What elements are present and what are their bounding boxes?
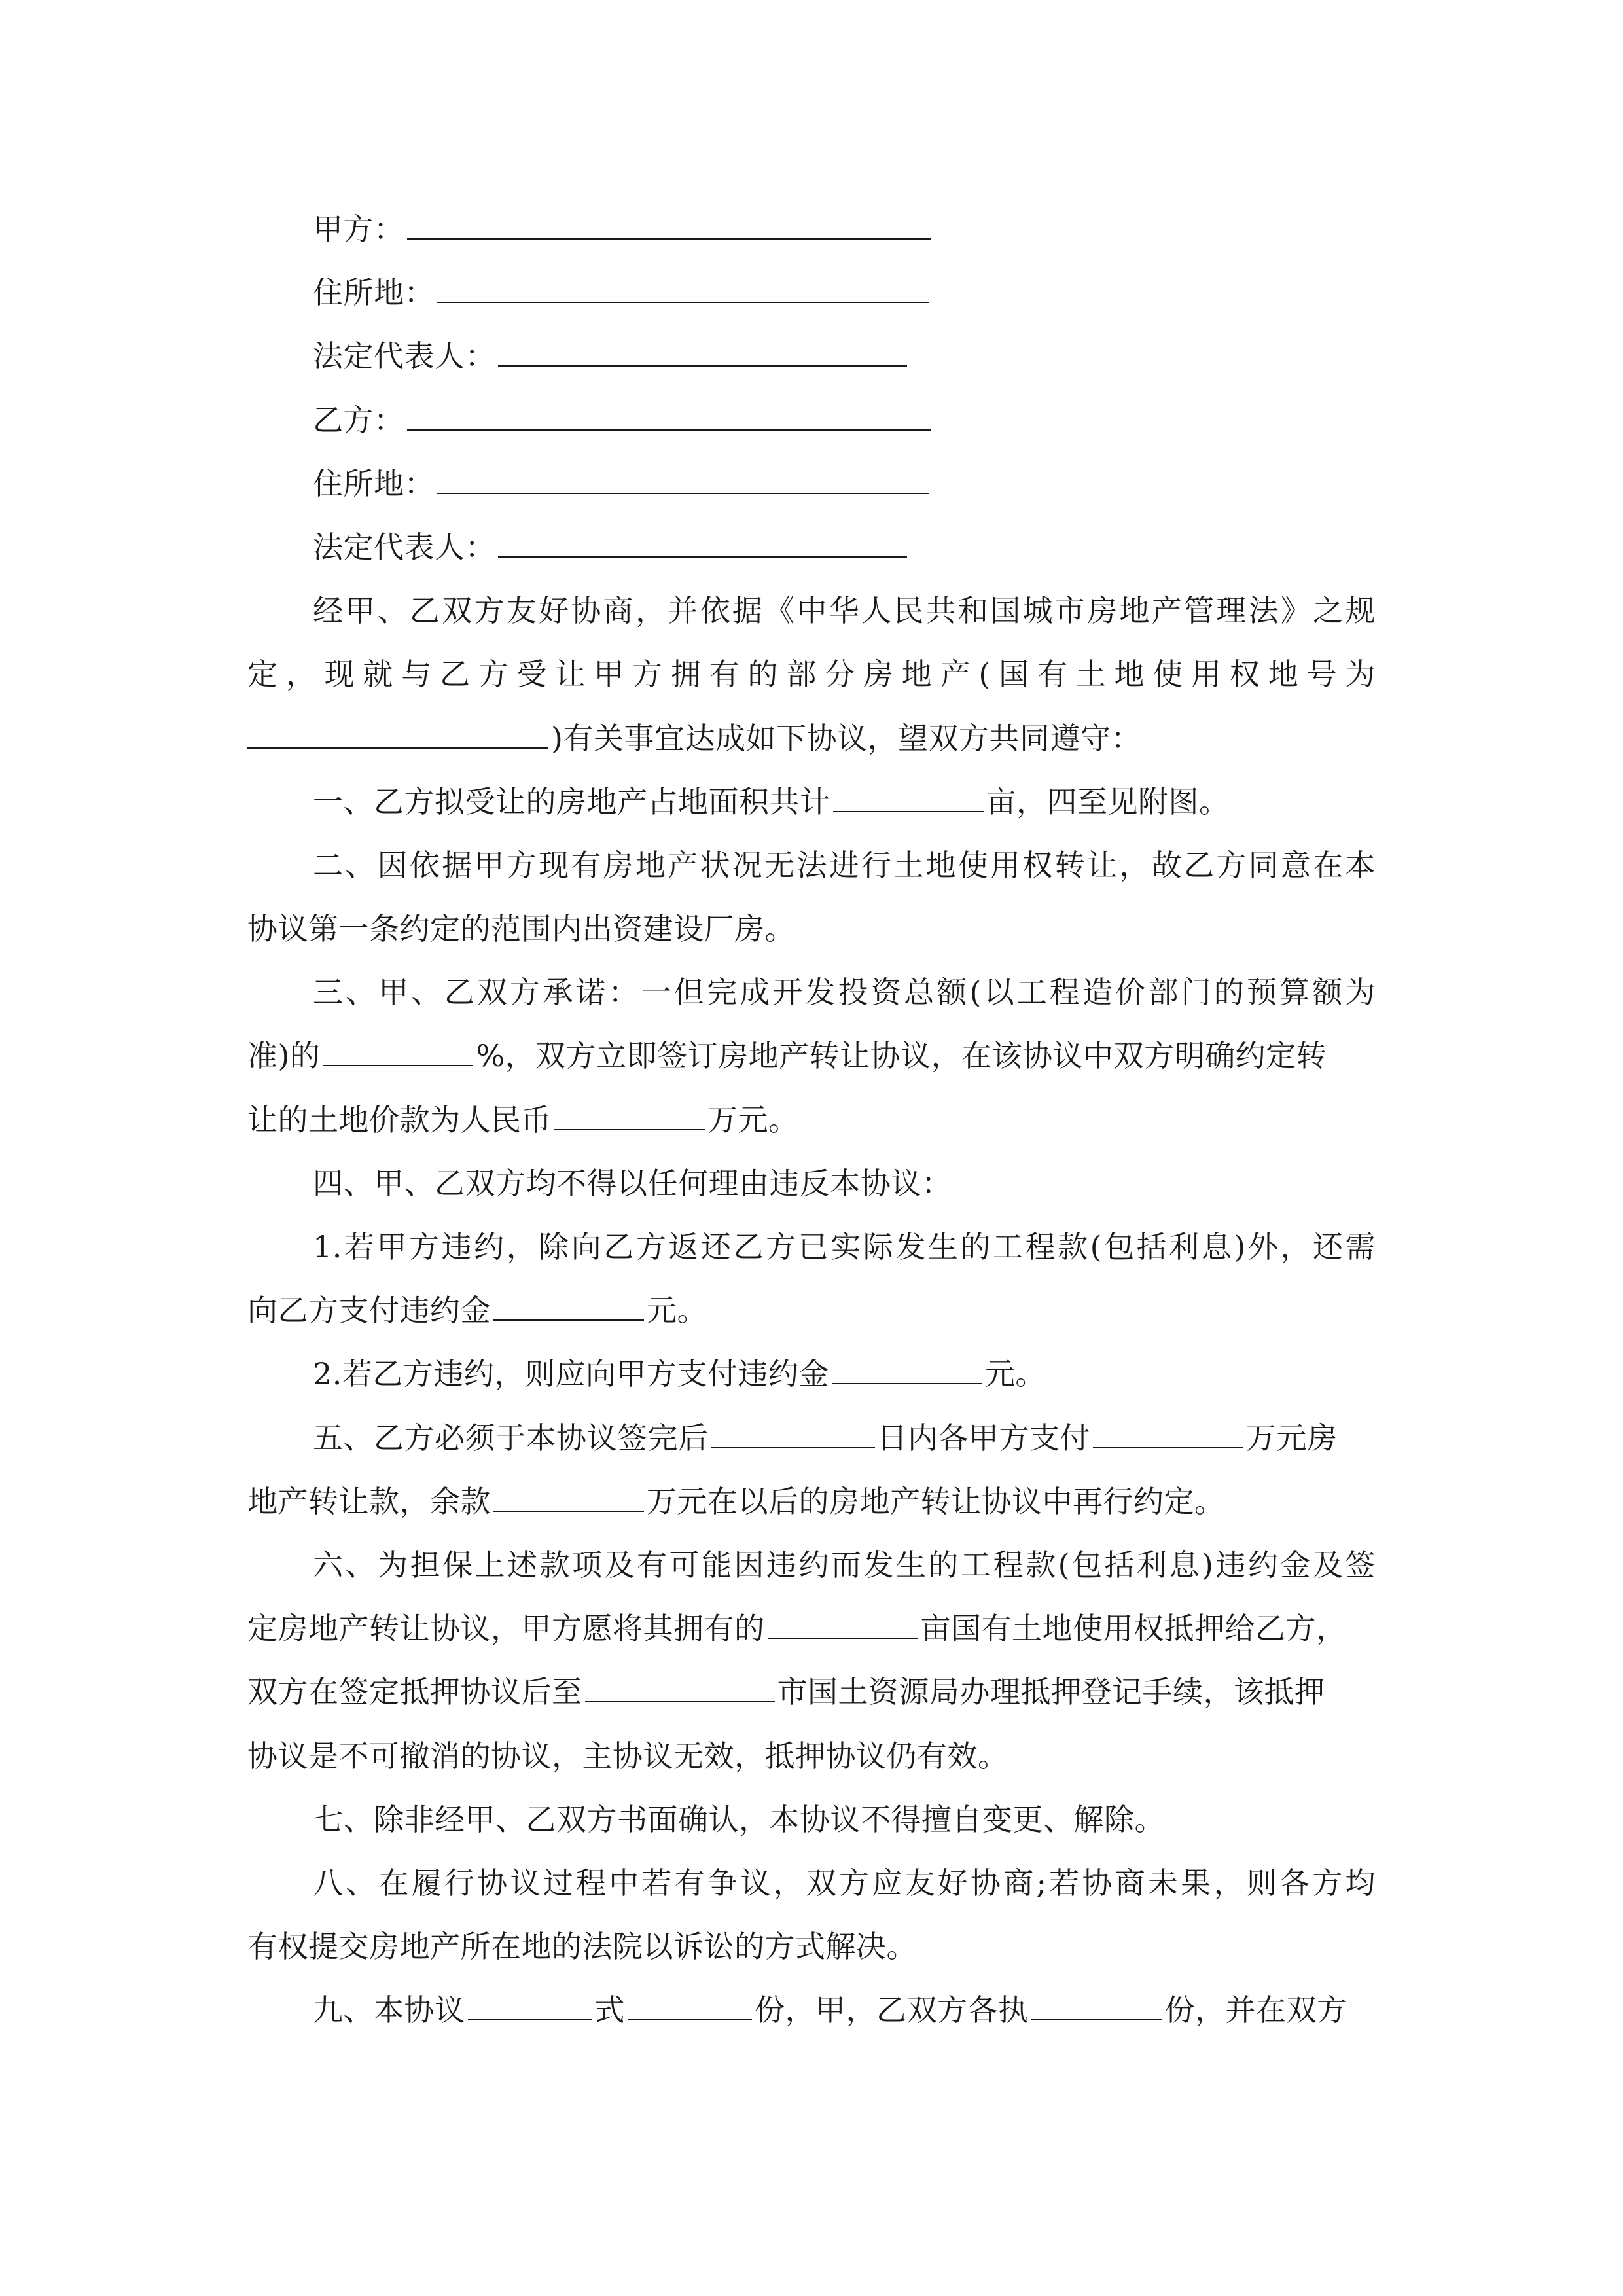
party-a-address-label: 住所地：	[313, 275, 435, 311]
clause-5-c: 万元房	[1246, 1420, 1338, 1456]
clause-1-pre: 一、乙方拟受让的房地产占地面积共计	[313, 783, 830, 819]
clause-1	[247, 770, 1376, 834]
intro-line-3	[247, 707, 1376, 770]
party-a-address-field[interactable]	[437, 276, 929, 303]
party-a-name-line	[247, 198, 1376, 261]
clause-2-line-1: 二、因依据甲方现有房地产状况无法进行土地使用权转让，故乙方同意在本	[313, 847, 1376, 883]
clause-9-b: 式	[594, 1992, 625, 2028]
mortgage-area-field[interactable]	[768, 1611, 918, 1639]
clause-9-a: 九、本协议	[313, 1992, 465, 2028]
intro-line-2: 定，现就与乙方受让甲方拥有的部分房地产(国有土地使用权地号为	[247, 656, 1376, 692]
clause-9-c: 份，甲，乙双方各执	[755, 1992, 1029, 2028]
clause-3-line-1: 三、甲、乙双方承诺：一但完成开发投资总额(以工程造价部门的预算额为	[313, 975, 1376, 1011]
clause-3-line-3	[247, 1088, 1376, 1152]
clause-2-line-2: 协议第一条约定的范围内出资建设厂房。	[247, 911, 795, 947]
clause-3-line-3-post: 万元。	[707, 1102, 799, 1138]
land-area-field[interactable]	[833, 785, 984, 812]
payment-days-field[interactable]	[711, 1421, 875, 1448]
clause-8-line-2: 有权提交房地产所在地的法院以诉讼的方式解决。	[247, 1929, 917, 1965]
party-a-rep-line	[247, 325, 1376, 388]
intro-line-1: 经甲、乙双方友好协商，并依据《中华人民共和国城市房地产管理法》之规	[313, 593, 1376, 629]
clause-4-item-2-post: 元。	[984, 1356, 1046, 1392]
party-a-name-label: 甲方：	[313, 211, 404, 247]
remaining-amount-field[interactable]	[493, 1484, 644, 1512]
clause-4-item-2-pre: 2.若乙方违约，则应向甲方支付违约金	[313, 1356, 829, 1392]
party-b-rep-label: 法定代表人：	[313, 529, 495, 565]
clause-6-line-4: 协议是不可撤消的协议，主协议无效，抵押协议仍有效。	[247, 1738, 1008, 1774]
clause-3-line-2-pre: 准)的	[247, 1038, 321, 1074]
clause-6-line-3	[247, 1660, 1376, 1724]
clause-6-line-2-b: 亩国有土地使用权抵押给乙方，	[920, 1611, 1347, 1647]
party-b-name-field[interactable]	[407, 403, 931, 431]
copies-each-field[interactable]	[1031, 1993, 1162, 2020]
clause-1-post: 亩，四至见附图。	[986, 783, 1230, 819]
clause-5-line-2	[247, 1470, 1376, 1534]
clause-3-line-3-pre: 让的土地价款为人民币	[247, 1102, 552, 1138]
clause-4-item-1-pre: 向乙方支付违约金	[247, 1293, 491, 1329]
clause-6-line-2-a: 定房地产转让协议，甲方愿将其拥有的	[247, 1611, 765, 1647]
party-a-rep-field[interactable]	[498, 339, 907, 367]
clause-5-line-2-b: 万元在以后的房地产转让协议中再行约定。	[647, 1483, 1225, 1519]
party-a-penalty-field[interactable]	[493, 1293, 644, 1321]
clause-6-line-1: 六、为担保上述款项及有可能因违约而发生的工程款(包括利息)违约金及签	[313, 1547, 1376, 1583]
party-a-rep-label: 法定代表人：	[313, 338, 495, 374]
clause-5-a: 五、乙方必须于本协议签完后	[313, 1420, 709, 1456]
clause-4-item-2	[247, 1342, 1376, 1406]
clause-6-line-3-a: 双方在签定抵押协议后至	[247, 1674, 582, 1710]
copies-count-field[interactable]	[628, 1993, 752, 2020]
clause-4-item-1-post: 元。	[647, 1293, 707, 1329]
party-a-address-line	[247, 261, 1376, 325]
clause-8-line-1: 八、在履行协议过程中若有争议，双方应友好协商;若协商未果，则各方均	[313, 1865, 1376, 1901]
party-b-rep-line	[247, 516, 1376, 579]
city-name-field[interactable]	[585, 1675, 775, 1702]
clause-5-b: 日内各甲方支付	[877, 1420, 1090, 1456]
clause-4-title: 四、甲、乙双方均不得以任何理由违反本协议：	[313, 1165, 952, 1201]
clause-5-line-1	[247, 1407, 1376, 1470]
investment-percent-field[interactable]	[323, 1039, 473, 1066]
copies-form-field[interactable]	[468, 1993, 592, 2020]
clause-5-line-2-a: 地产转让款，余款	[247, 1483, 491, 1519]
clause-9-d: 份，并在双方	[1164, 1992, 1347, 2028]
clause-4-item-1-line-1: 1.若甲方违约，除向乙方返还乙方已实际发生的工程款(包括利息)外，还需	[313, 1229, 1376, 1265]
clause-3-line-2	[247, 1024, 1376, 1088]
clause-7: 七、除非经甲、乙双方书面确认，本协议不得擅自变更、解除。	[313, 1801, 1165, 1837]
intro-line-3-text: )有关事宜达成如下协议，望双方共同遵守：	[551, 720, 1141, 756]
clause-6-line-2	[247, 1597, 1376, 1660]
party-b-name-label: 乙方：	[313, 402, 404, 438]
party-b-rep-field[interactable]	[498, 530, 907, 558]
agreement-body	[247, 198, 1376, 2042]
payment-amount-field[interactable]	[1093, 1421, 1243, 1448]
party-b-address-label: 住所地：	[313, 465, 435, 501]
party-b-address-line	[247, 452, 1376, 516]
party-b-name-line	[247, 389, 1376, 452]
land-number-field[interactable]	[247, 721, 548, 749]
clause-4-item-1-line-2	[247, 1279, 1376, 1342]
clause-6-line-3-b: 市国土资源局办理抵押登记手续，该抵押	[777, 1674, 1325, 1710]
land-price-field[interactable]	[554, 1103, 705, 1130]
party-a-name-field[interactable]	[407, 212, 931, 240]
party-b-penalty-field[interactable]	[832, 1357, 982, 1384]
party-b-address-field[interactable]	[437, 467, 929, 494]
clause-3-line-2-post: %，双方立即签订房地产转让协议，在该协议中双方明确约定转	[476, 1038, 1327, 1074]
clause-9-line-1	[247, 1979, 1376, 2042]
